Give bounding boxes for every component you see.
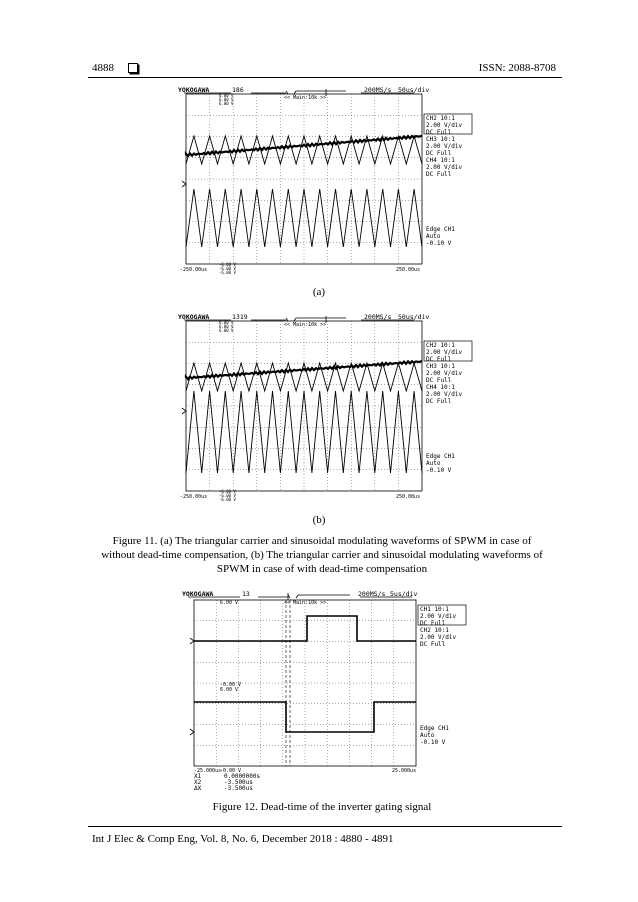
time-left: -250.00us	[180, 494, 208, 500]
ground-marker	[182, 408, 186, 414]
bottom-mark: -6.00 V	[219, 489, 236, 494]
channel-info: 2.00 V/div	[426, 143, 463, 150]
scope-menu: << Main:10k >>	[284, 600, 327, 606]
channel-info: DC Full	[426, 377, 452, 384]
scope-timebase: 5us/div	[390, 590, 418, 598]
scope-figure-11a	[176, 86, 476, 274]
ground-marker-ch2	[190, 729, 194, 735]
scale-mark: 6.00 V	[219, 93, 234, 98]
channel-info: 2.00 V/div	[426, 391, 463, 398]
sinusoidal-modulating-wave	[186, 136, 422, 156]
bottom-mark: -6.00 V	[219, 270, 236, 275]
scope-menu: << Main:10k >>	[284, 322, 327, 328]
trigger-info: -0.10 V	[426, 467, 452, 474]
trigger-info: Edge CH1	[420, 725, 449, 732]
trigger-info: Edge CH1	[426, 453, 455, 460]
issn: ISSN: 2088-8708	[478, 62, 556, 74]
scale-mark: 6.00 V	[219, 324, 234, 329]
scope-brand: YOKOGAWA	[178, 313, 210, 321]
ground-marker	[182, 181, 186, 187]
scope-menu: << Main:10k >>	[284, 95, 327, 101]
figure-11-caption: Figure 11. (a) The triangular carrier and sinusoidal modulating waveforms of SPWM in case of without dead-time compensation, (b) The triangular carrier and sinusoidal modulating waveforms of SPWM in case of with dead-time compensation	[101, 535, 543, 575]
mid-mark: 6.00 V	[220, 687, 239, 693]
scale-mark: 6.00 V	[219, 101, 234, 106]
bottom-mark: -6.00 V	[219, 497, 236, 502]
channel-info: DC Full	[420, 641, 446, 648]
footer-citation: Int J Elec & Comp Eng, Vol. 8, No. 6, December 2018 : 4880 - 4891	[92, 833, 394, 845]
subfigure-label-b: (b)	[312, 514, 326, 526]
trigger-info: Edge CH1	[426, 226, 455, 233]
header-rule	[88, 77, 562, 78]
channel-info: 2.00 V/div	[426, 122, 463, 129]
scope-figure-11b	[176, 313, 476, 501]
channel-info: DC Full	[426, 356, 452, 363]
scope-timebase: 50us/div	[398, 86, 430, 94]
scope-timebase: 50us/div	[398, 313, 430, 321]
scale-mark: 6.00 V	[220, 600, 239, 606]
bottom-mark: -6.00 V	[219, 262, 236, 267]
trigger-info: Auto	[420, 732, 435, 739]
channel-info: DC Full	[426, 398, 452, 405]
channel-info: CH4 10:1	[426, 384, 455, 391]
channel-info: DC Full	[426, 150, 452, 157]
time-left: -250.00us	[180, 267, 208, 273]
graticule-grid	[186, 321, 422, 491]
page-number: 4888	[92, 62, 114, 74]
running-header-left	[92, 62, 138, 74]
channel-info: DC Full	[426, 129, 452, 136]
mid-mark: -0.00 V	[220, 682, 242, 688]
bottom-mark: -0.00 V	[220, 768, 242, 774]
scale-mark: 6.00 V	[219, 328, 234, 333]
channel-info: DC Full	[420, 620, 446, 627]
scope-rate: 200MS/s	[358, 590, 386, 598]
figure-12-caption: Figure 12. Dead-time of the inverter gating signal	[212, 801, 432, 813]
channel-info: CH1 10:1	[420, 606, 449, 613]
cursor-value: -3.500us	[224, 785, 253, 792]
scope-brand: YOKOGAWA	[178, 86, 210, 94]
bottom-mark: -6.00 V	[219, 493, 236, 498]
channel-info: 2.00 V/div	[426, 164, 463, 171]
gating-signal-ch1	[194, 616, 416, 641]
time-right: 25.000us	[392, 768, 417, 774]
subfigure-label-a: (a)	[312, 286, 326, 298]
scale-mark: 6.00 V	[219, 97, 234, 102]
scope-record: 186	[232, 86, 244, 94]
channel-info: 2.00 V/div	[426, 349, 463, 356]
time-left: -25.000us	[194, 768, 222, 774]
scope-brand: YOKOGAWA	[182, 590, 214, 598]
ground-marker-ch1	[190, 638, 194, 644]
trigger-info: -0.10 V	[426, 240, 452, 247]
channel-info: CH3 10:1	[426, 136, 455, 143]
scope-record: 1319	[232, 313, 248, 321]
scope-rate: 200MS/s	[364, 86, 392, 94]
trigger-info: Auto	[426, 233, 441, 240]
cursor-value: 0.0000000s	[224, 773, 261, 780]
time-right: 250.00us	[396, 267, 421, 273]
channel-info: CH2 10:1	[426, 342, 455, 349]
triangular-carrier-upper	[186, 136, 422, 164]
scope-figure-12	[180, 590, 470, 790]
footer-rule	[88, 826, 562, 827]
cursor-value: -3.500us	[224, 779, 253, 786]
channel-info: CH3 10:1	[426, 363, 455, 370]
time-right: 250.00us	[396, 494, 421, 500]
channel-info: CH2 10:1	[420, 627, 449, 634]
trigger-info: -0.10 V	[420, 739, 446, 746]
channel-info: 2.00 V/div	[420, 613, 457, 620]
channel-info: 2.00 V/div	[420, 634, 457, 641]
scale-mark: 6.00 V	[219, 320, 234, 325]
box-icon	[128, 63, 138, 73]
channel-info: CH4 10:1	[426, 157, 455, 164]
triangular-carrier-upper	[186, 363, 422, 391]
cursor-name: ΔX	[194, 785, 202, 792]
graticule-grid	[186, 94, 422, 264]
channel-info: 2.00 V/div	[426, 370, 463, 377]
trigger-info: Auto	[426, 460, 441, 467]
channel-info: CH2 10:1	[426, 115, 455, 122]
cursor-name: X1	[194, 773, 202, 780]
bottom-mark: -6.00 V	[219, 266, 236, 271]
cursor-name: X2	[194, 779, 202, 786]
scope-record: 13	[242, 590, 250, 598]
channel-info: DC Full	[426, 171, 452, 178]
scope-rate: 200MS/s	[364, 313, 392, 321]
